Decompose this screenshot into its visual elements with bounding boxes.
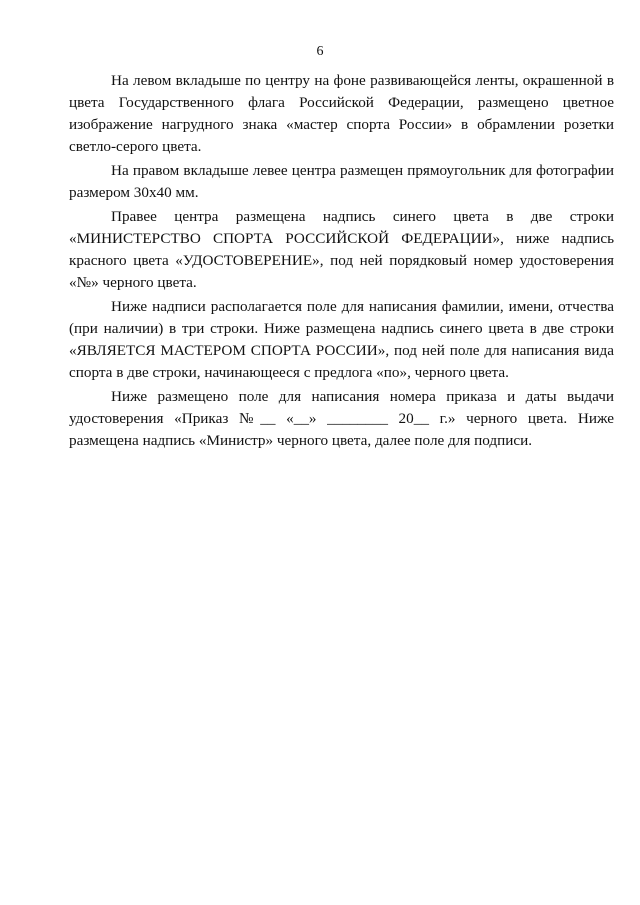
paragraph-left-insert: На левом вкладыше по центру на фоне развивающейся ленты, окрашенной в цвета Государственного флага Российской Федерации, размещено цветное изображение нагрудного знака «мастер спорта России» в обрамлении розетки светло-серого цвета. — [69, 72, 614, 155]
paragraph-ministry-inscription: Правее центра размещена надпись синего цвета в две строки «МИНИСТЕРСТВО СПОРТА РОССИЙСКОЙ ФЕДЕРАЦИИ», ниже надпись красного цвета «УДОСТОВЕРЕНИЕ», под ней порядковый номер удостоверения «№» черного цвета. — [69, 208, 614, 291]
page-number: 6 — [316, 44, 324, 59]
paragraph-name-field: Ниже надписи располагается поле для написания фамилии, имени, отчества (при наличии) в три строки. Ниже размещена надпись синего цвета в две строки «ЯВЛЯЕТСЯ МАСТЕРОМ СПОРТА РОССИИ», под ней поле для написания вида спорта в две строки, начинающееся с предлога «по», черного цвета. — [69, 298, 614, 381]
paragraph-right-insert-photo: На правом вкладыше левее центра размещен прямоугольник для фотографии размером 30х40 мм. — [69, 162, 614, 201]
document-body — [69, 70, 614, 452]
paragraph-order-field: Ниже размещено поле для написания номера приказа и даты выдачи удостоверения «Приказ №__ «__» ________ 20__ г.» черного цвета. Ниже размещена надпись «Министр» черного цвета, далее поле для подписи. — [69, 388, 614, 449]
